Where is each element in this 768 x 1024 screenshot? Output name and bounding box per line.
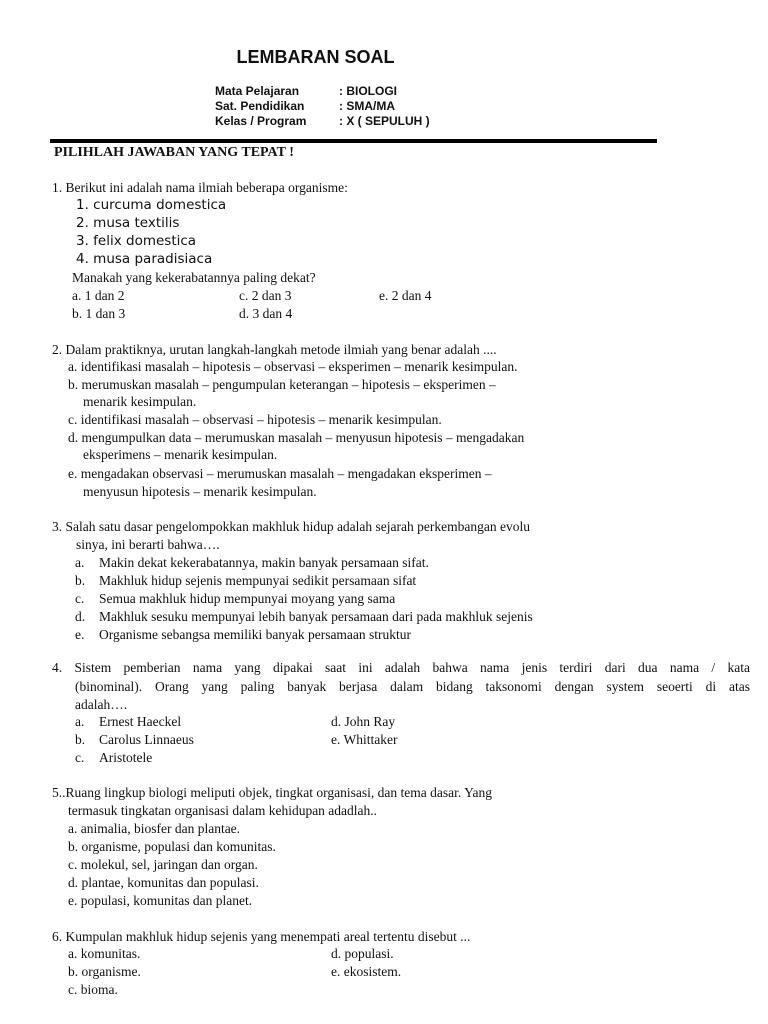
answer-option: e. mengadakan observasi – merumuskan masalah – mengadakan eksperimen – [68,466,492,481]
list-item: 1. curcuma domestica [76,197,227,213]
question-4-stem: 4. Sistem pemberian nama yang dipakai saat ini adalah bahwa nama jenis terdiri dari dua nama / kata [52,660,750,675]
answer-option: Makhluk sesuku mempunyai lebih banyak persamaan dari pada makhluk sejenis [99,609,533,624]
answer-option: c. bioma. [68,982,118,997]
answer-letter: a. [75,714,85,729]
answer-option: Aristotele [99,750,153,765]
answer-option: Makhluk hidup sejenis mempunyai sedikit persamaan sifat [99,573,417,588]
answer-option: c. identifikasi masalah – observasi – hipotesis – menarik kesimpulan. [68,412,442,427]
answer-option: e. Whittaker [331,732,398,747]
answer-letter: b. [75,732,86,747]
answer-option: Carolus Linnaeus [99,732,194,747]
meta-value-class: : X ( SEPULUH ) [339,114,430,128]
answer-option: c. molekul, sel, jaringan dan organ. [68,857,258,872]
answer-option: d. populasi. [331,946,394,961]
answer-option: Semua makhluk hidup mempunyai moyang yang sama [99,591,396,606]
question-4-stem-continued: adalah…. [75,697,128,712]
answer-option: b. organisme, populasi dan komunitas. [68,839,276,854]
answer-letter: c. [75,750,85,765]
meta-label-class: Kelas / Program [215,114,307,128]
answer-option-continued: eksperimens – menarik kesimpulan. [83,447,278,462]
answer-letter: a. [75,555,85,570]
page-title: LEMBARAN SOAL [236,47,395,67]
question-5-stem: 5..Ruang lingkup biologi meliputi objek, tingkat organisasi, dan tema dasar. Yang [52,785,492,800]
list-item: 4. musa paradisiaca [76,251,213,267]
meta-value-school: : SMA/MA [339,99,395,113]
answer-option: d. mengumpulkan data – merumuskan masalah – menyusun hipotesis – mengadakan [68,430,525,445]
answer-option: b. organisme. [68,964,141,979]
answer-letter: e. [75,627,85,642]
header-divider [50,139,657,143]
answer-option-continued: menarik kesimpulan. [83,394,197,409]
instruction-heading: PILIHLAH JAWABAN YANG TEPAT ! [54,145,294,160]
answer-option: d. John Ray [331,714,396,729]
answer-option-continued: menyusun hipotesis – menarik kesimpulan. [83,484,317,499]
answer-option: e. ekosistem. [331,964,402,979]
question-1-ask: Manakah yang kekerabatannya paling dekat? [72,270,316,285]
meta-value-subject: : BIOLOGI [339,84,397,98]
answer-option: a. 1 dan 2 [72,288,125,303]
list-item: 2. musa textilis [76,215,180,231]
meta-label-school: Sat. Pendidikan [215,99,305,113]
question-3-stem-continued: sinya, ini berarti bahwa…. [76,537,220,552]
answer-option: e. 2 dan 4 [379,288,432,303]
meta-label-subject: Mata Pelajaran [215,84,300,98]
answer-option: c. 2 dan 3 [239,288,292,303]
answer-option: e. populasi, komunitas dan planet. [68,893,253,908]
answer-option: d. plantae, komunitas dan populasi. [68,875,259,890]
question-6-stem: 6. Kumpulan makhluk hidup sejenis yang menempati areal tertentu disebut ... [52,929,471,944]
answer-letter: c. [75,591,85,606]
question-2-stem: 2. Dalam praktiknya, urutan langkah-langkah metode ilmiah yang benar adalah .... [52,342,497,357]
answer-option: d. 3 dan 4 [239,306,293,321]
answer-option: a. identifikasi masalah – hipotesis – observasi – eksperimen – menarik kesimpulan. [68,359,518,374]
answer-option: a. komunitas. [68,946,141,961]
answer-option: a. animalia, biosfer dan plantae. [68,821,241,836]
question-3-stem: 3. Salah satu dasar pengelompokkan makhluk hidup adalah sejarah perkembangan evolu [52,519,530,534]
answer-option: b. 1 dan 3 [72,306,126,321]
question-5-stem-continued: termasuk tingkatan organisasi dalam kehidupan adadlah.. [68,803,378,818]
list-item: 3. felix domestica [76,233,197,249]
answer-option: Ernest Haeckel [99,714,182,729]
answer-option: Organisme sebangsa memiliki banyak persamaan struktur [99,627,412,642]
answer-letter: d. [75,609,86,624]
answer-option: b. merumuskan masalah – pengumpulan keterangan – hipotesis – eksperimen – [68,377,496,392]
question-4-stem-continued: (binominal). Orang yang paling banyak berjasa dalam bidang taksonomi dengan system seoerti di atas [75,679,750,694]
answer-option: Makin dekat kekerabatannya, makin banyak persamaan sifat. [99,555,429,570]
question-1-stem: 1. Berikut ini adalah nama ilmiah beberapa organisme: [52,180,348,195]
answer-letter: b. [75,573,86,588]
